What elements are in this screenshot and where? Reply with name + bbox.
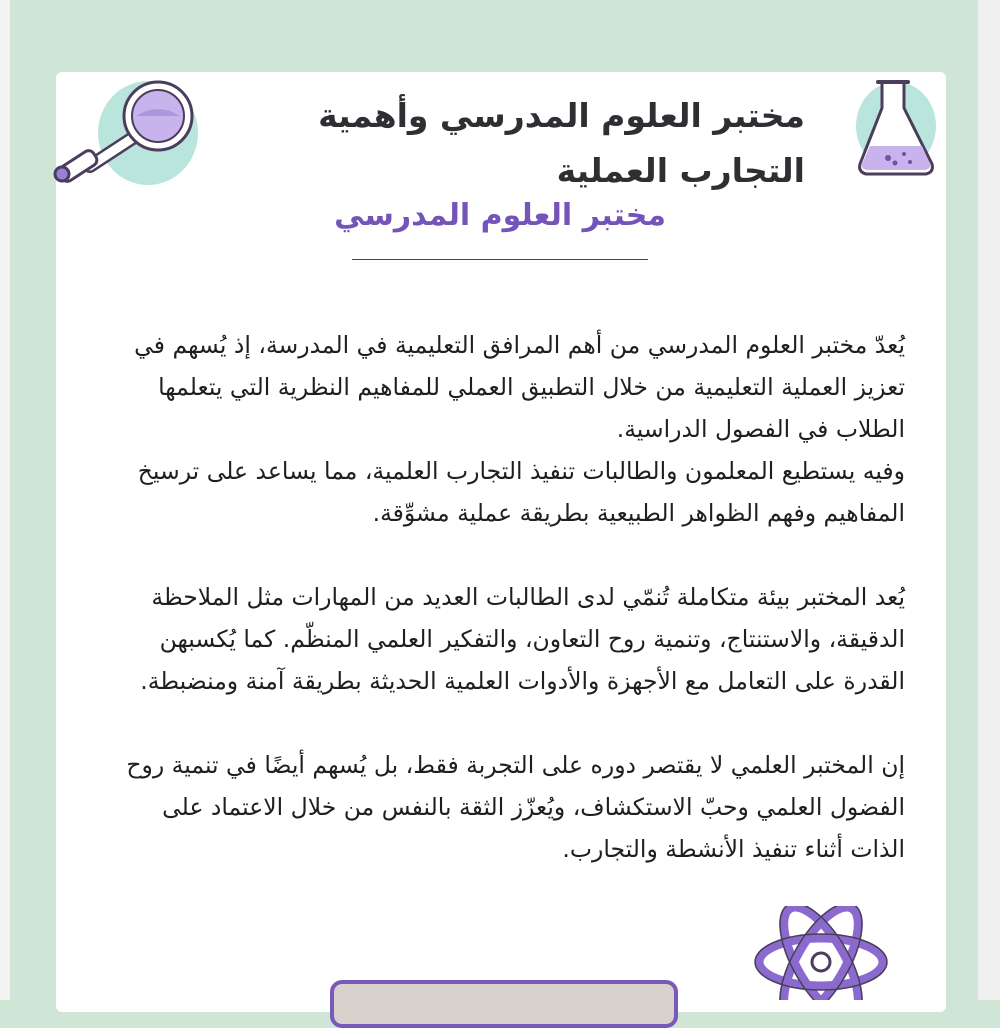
article-body	[100, 324, 905, 870]
paragraph-curiosity: إن المختبر العلمي لا يقتصر دوره على التجربة فقط، بل يُسهم أيضًا في تنمية روح الفضول العلمي وحبّ الاستكشاف، ويُعزّز الثقة بالنفس من خلال الاعتماد على الذات أثناء تنفيذ الأنشطة والتجارب.	[126, 751, 905, 863]
flask-icon	[848, 68, 940, 183]
paragraph-skills: يُعد المختبر بيئة متكاملة تُنمّي لدى الطالبات العديد من المهارات مثل الملاحظة الدقيقة، والاستنتاج، وتنمية روح التعاون، والتفكير العلمي المنظّم. كما يُكسبهن القدرة على التعامل مع الأجهزة والأدوات العلمية الحديثة بطريقة آمنة ومنضبطة.	[140, 583, 905, 695]
page-title: مختبر العلوم المدرسي وأهمية التجارب العملية	[318, 96, 805, 190]
paragraph-spacer	[100, 702, 905, 744]
magnifying-glass-icon	[50, 78, 200, 193]
atom-icon	[752, 906, 890, 1000]
paragraph-intro: يُعدّ مختبر العلوم المدرسي من أهم المرافق التعليمية في المدرسة، إذ يُسهم في تعزيز العملية التعليمية من خلال التطبيق العملي للمفاهيم النظرية التي يتعلمها الطلاب في الفصول الدراسية.	[134, 331, 905, 443]
paragraph-spacer	[100, 534, 905, 576]
page-subtitle: مختبر العلوم المدرسي	[334, 198, 666, 233]
title-divider	[352, 259, 648, 260]
right-frame-edge	[978, 0, 1000, 1000]
lab-photo	[330, 980, 678, 1028]
paragraph-experiments: وفيه يستطيع المعلمون والطالبات تنفيذ التجارب العلمية، مما يساعد على ترسيخ المفاهيم وفهم الظواهر الطبيعية بطريقة عملية مشوِّقة.	[137, 457, 905, 527]
left-frame-edge	[0, 0, 10, 1000]
